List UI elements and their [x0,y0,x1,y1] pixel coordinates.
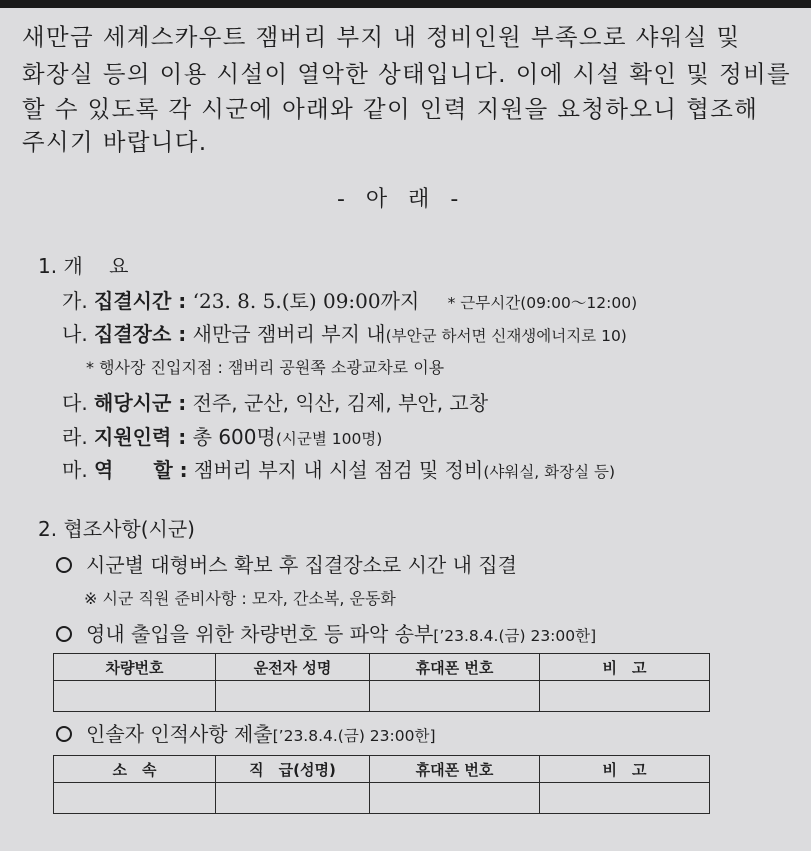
table-cell [54,783,216,814]
section-heading: - 아 래 - [337,187,459,212]
top-border-bar [0,0,811,8]
item-extra: (시군별 100명) [275,430,383,448]
bullet-bus [56,549,517,578]
item-label: 집결시간 : [94,289,187,313]
col-header: 차량번호 [54,654,216,681]
item-extra: (샤워실, 화장실 등) [483,463,616,481]
intro-line-1: 새만금 세계스카우트 잼버리 부지 내 정비인원 부족으로 샤워실 및 [22,23,741,51]
section-1-title: 1. 개 요 [38,254,129,278]
item-extra: * 근무시간(09:00～12:00) [447,294,638,312]
item-marker: 가. [62,289,88,313]
item-value: 잼버리 부지 내 시설 점검 및 정비 [194,458,484,482]
item-target-cities [62,387,488,416]
col-header: 직 급(성명) [216,756,370,783]
col-header: 비 고 [540,756,710,783]
table-cell [216,783,370,814]
table-cell [370,783,540,814]
item-value: ‘23. 8. 5.(토) 09:00까지 [192,289,420,313]
section-2-title: 2. 협조사항(시군) [38,517,195,541]
circle-bullet-icon [56,557,72,573]
table-cell [54,681,216,712]
item-label: 지원인력 : [94,425,187,449]
leader-info-table [53,755,710,814]
item-label: 해당시군 : [94,391,187,415]
entry-point-note: * 행사장 진입지점 : 잼버리 공원쪽 소광교차로 이용 [86,358,445,377]
circle-bullet-icon [56,626,72,642]
bullet-text: 인솔자 인적사항 제출 [86,722,273,746]
intro-line-3: 할 수 있도록 각 시군에 아래와 같이 인력 지원을 요청하오니 협조해 [22,95,759,123]
item-role [62,454,615,483]
table-cell [216,681,370,712]
bullet-vehicle [56,618,596,647]
item-value: 새만금 잼버리 부지 내 [192,322,386,346]
item-gather-time [62,285,637,314]
bullet-deadline: [’23.8.4.(금) 23:00한] [272,727,436,745]
item-value: 총 600명 [192,425,276,449]
item-marker: 라. [62,425,88,449]
table-cell [370,681,540,712]
circle-bullet-icon [56,726,72,742]
item-marker: 마. [62,458,88,482]
col-header: 휴대폰 번호 [370,654,540,681]
vehicle-info-table [53,653,710,712]
item-gather-place [62,318,627,347]
col-header: 휴대폰 번호 [370,756,540,783]
col-header: 비 고 [540,654,710,681]
intro-line-2: 화장실 등의 이용 시설이 열악한 상태입니다. 이에 시설 확인 및 정비를 [22,60,792,88]
item-support-staff [62,421,382,450]
item-label: 역 할 : [94,458,188,482]
item-extra: (부안군 하서면 신재생에너지로 10) [385,327,627,345]
col-header: 운전자 성명 [216,654,370,681]
item-marker: 다. [62,391,88,415]
intro-line-4: 주시기 바랍니다. [22,128,208,156]
item-marker: 나. [62,322,88,346]
bullet-leader [56,718,436,747]
staff-prep-note: ※ 시군 직원 준비사항 : 모자, 간소복, 운동화 [84,589,396,608]
table-cell [540,681,710,712]
bullet-text: 시군별 대형버스 확보 후 집결장소로 시간 내 집결 [86,553,517,577]
item-label: 집결장소 : [94,322,187,346]
col-header: 소 속 [54,756,216,783]
bullet-deadline: [’23.8.4.(금) 23:00한] [433,627,597,645]
bullet-text: 영내 출입을 위한 차량번호 등 파악 송부 [86,622,434,646]
item-value: 전주, 군산, 익산, 김제, 부안, 고창 [192,391,489,415]
table-cell [540,783,710,814]
